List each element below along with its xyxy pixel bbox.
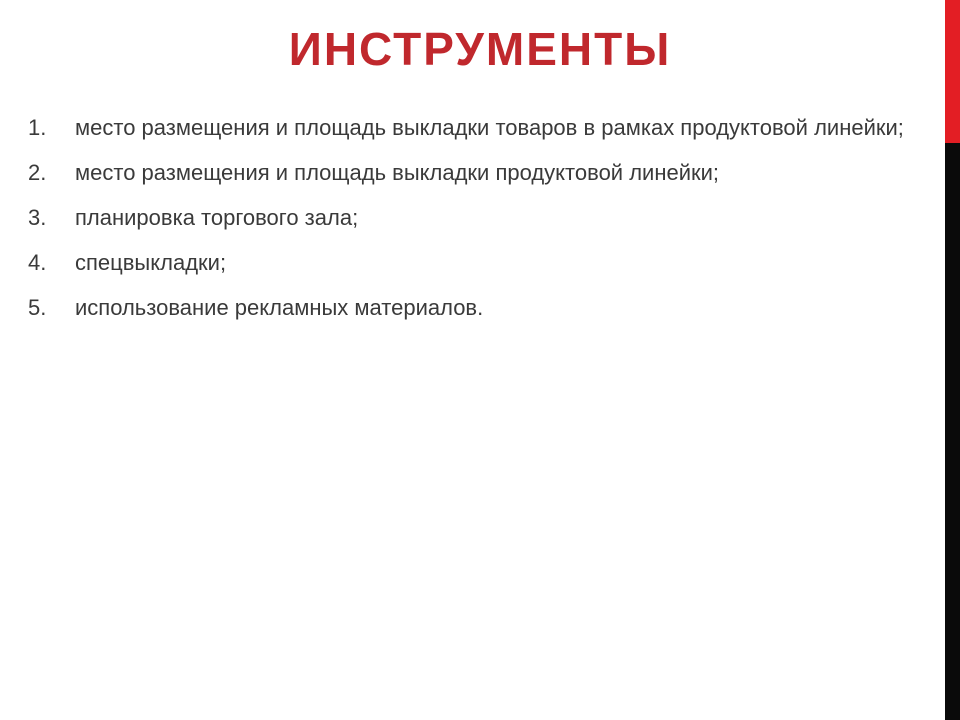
slide-title: ИНСТРУМЕНТЫ — [288, 23, 672, 75]
list-item — [28, 112, 916, 144]
list-item — [28, 292, 916, 324]
list-item-number: 1. — [28, 115, 47, 140]
list-item-number: 5. — [28, 295, 47, 320]
list-item-text: спецвыкладки; — [75, 250, 227, 275]
accent-bar-black — [945, 143, 960, 720]
list-item-number: 2. — [28, 160, 47, 185]
list-item-number: 4. — [28, 250, 47, 275]
list-item-text: место размещения и площадь выкладки продуктовой линейки; — [75, 160, 720, 185]
numbered-list — [28, 112, 916, 337]
list-item-text: использование рекламных материалов. — [75, 295, 484, 320]
list-item — [28, 202, 916, 234]
list-item — [28, 157, 916, 189]
list-item-text: планировка торгового зала; — [75, 205, 359, 230]
list-item-text: место размещения и площадь выкладки товаров в рамках продуктовой линейки; — [75, 115, 904, 140]
list-item — [28, 247, 916, 279]
list-item-number: 3. — [28, 205, 47, 230]
